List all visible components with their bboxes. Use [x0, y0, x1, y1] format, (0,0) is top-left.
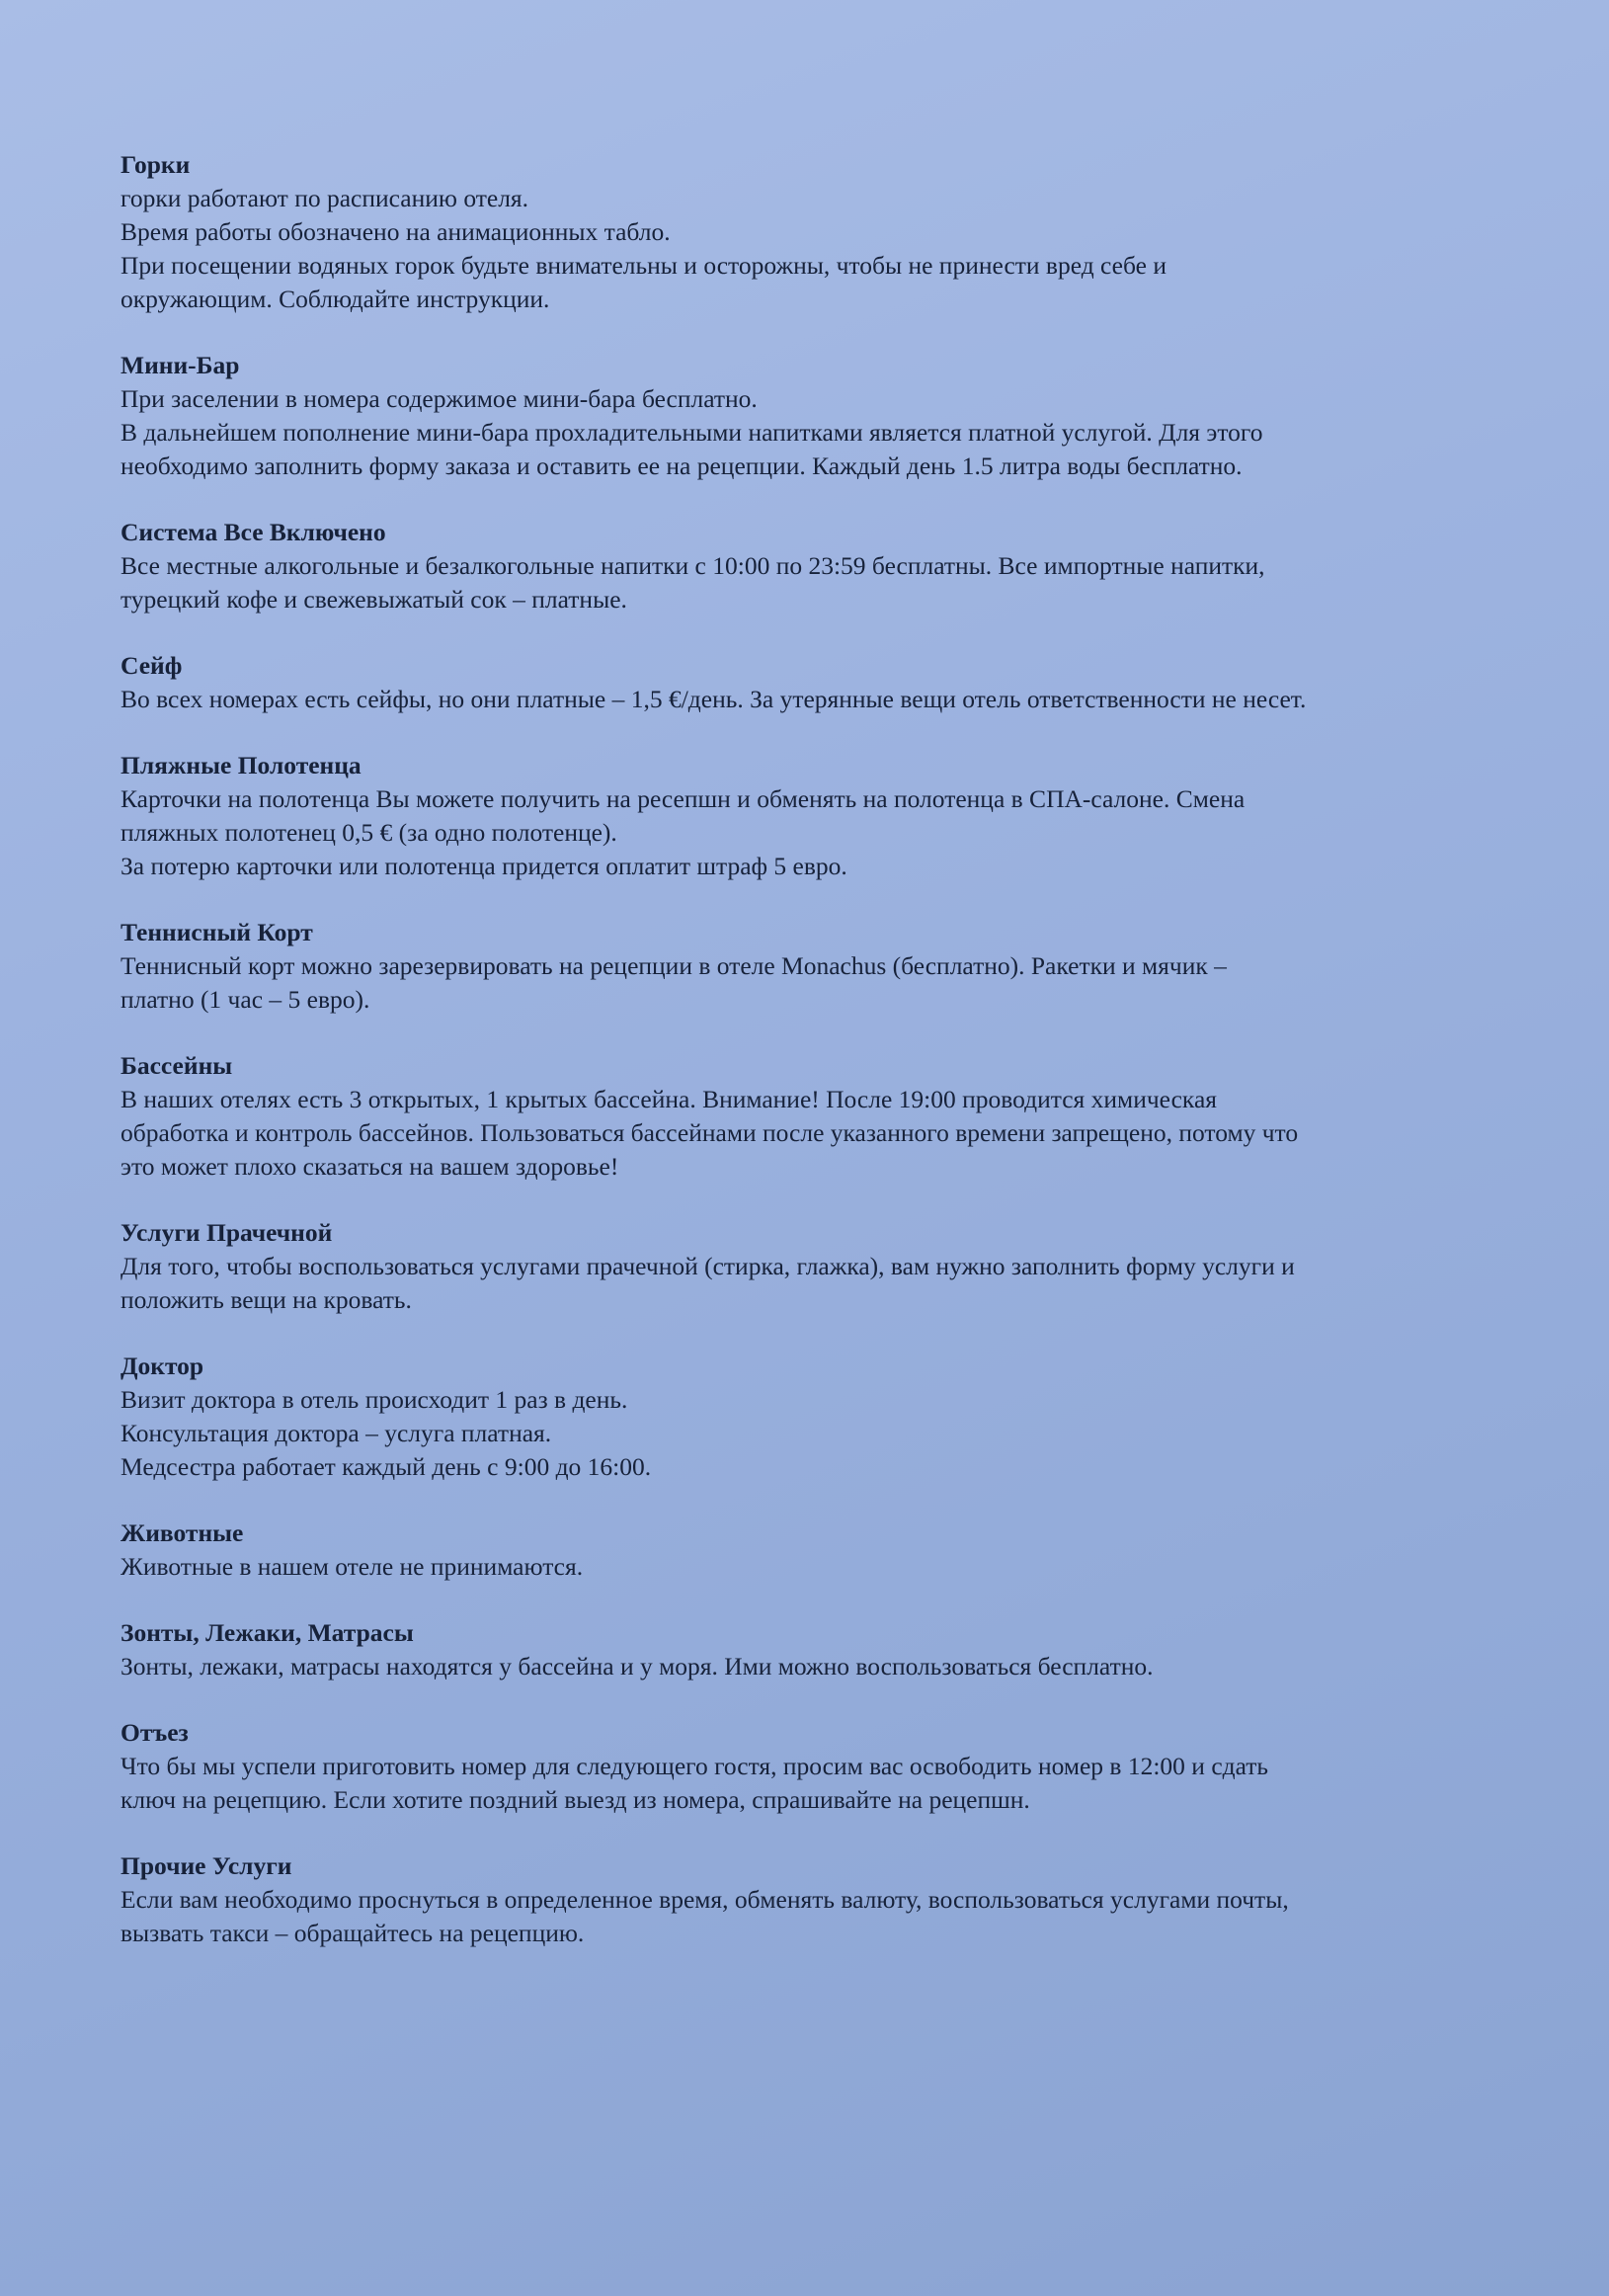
section-line: Зонты, лежаки, матрасы находятся у бассейна и у моря. Ими можно воспользоваться бесплатно.: [121, 1652, 1154, 1681]
section-slides: [121, 148, 1510, 316]
section-title: Сейф: [121, 651, 183, 680]
section-title: Животные: [121, 1518, 244, 1547]
section-title: Теннисный Корт: [121, 918, 313, 946]
section-line: Теннисный корт можно зарезервировать на рецепции в отеле Monachus (бесплатно). Ракетки и мячик –: [121, 951, 1227, 980]
section-line: Визит доктора в отель происходит 1 раз в день.: [121, 1385, 628, 1414]
section-title: Система Все Включено: [121, 518, 386, 546]
section-line: окружающим. Соблюдайте инструкции.: [121, 285, 550, 313]
section-line: За потерю карточки или полотенца придется оплатит штраф 5 евро.: [121, 852, 847, 880]
section-line: В наших отелях есть 3 открытых, 1 крытых бассейна. Внимание! После 19:00 проводится химическая: [121, 1085, 1217, 1113]
section-line: Во всех номерах есть сейфы, но они платные – 1,5 €/день. За утерянные вещи отель ответственности не несет.: [121, 685, 1307, 713]
section-line: Консультация доктора – услуга платная.: [121, 1419, 552, 1447]
section-laundry: [121, 1216, 1510, 1317]
section-title: Доктор: [121, 1352, 204, 1380]
section-line: Что бы мы успели приготовить номер для следующего гостя, просим вас освободить номер в 12:00 и сдать: [121, 1752, 1269, 1780]
section-line: горки работают по расписанию отеля.: [121, 184, 529, 212]
section-safe: [121, 649, 1510, 716]
section-title: Пляжные Полотенца: [121, 751, 362, 779]
section-line: вызвать такси – обращайтесь на рецепцию.: [121, 1919, 585, 1947]
section-title: Горки: [121, 150, 191, 179]
section-title: Услуги Прачечной: [121, 1218, 333, 1247]
section-line: При посещении водяных горок будьте внимательны и осторожны, чтобы не принести вред себе и: [121, 251, 1167, 280]
section-line: положить вещи на кровать.: [121, 1285, 412, 1314]
section-pools: [121, 1049, 1510, 1184]
section-line: При заселении в номера содержимое мини-бара бесплатно.: [121, 384, 758, 413]
section-title: Бассейны: [121, 1051, 233, 1080]
section-line: В дальнейшем пополнение мини-бара прохладительными напитками является платной услугой. Для этого: [121, 418, 1263, 447]
section-tennis-court: [121, 916, 1510, 1017]
section-minibar: [121, 349, 1510, 483]
section-animals: [121, 1517, 1510, 1584]
section-title: Зонты, Лежаки, Матрасы: [121, 1618, 414, 1647]
section-other-services: [121, 1849, 1510, 1950]
section-umbrellas: [121, 1616, 1510, 1683]
section-line: пляжных полотенец 0,5 € (за одно полотенце).: [121, 818, 617, 847]
section-line: Карточки на полотенца Вы можете получить на ресепшн и обменять на полотенца в СПА-салоне. Смена: [121, 784, 1246, 813]
section-title: Отъез: [121, 1718, 189, 1747]
section-line: Если вам необходимо проснуться в определенное время, обменять валюту, воспользоваться услугами почты,: [121, 1885, 1289, 1914]
section-title: Мини-Бар: [121, 351, 240, 379]
section-title: Прочие Услуги: [121, 1851, 292, 1880]
section-all-inclusive: [121, 516, 1510, 616]
section-doctor: [121, 1350, 1510, 1484]
section-line: ключ на рецепцию. Если хотите поздний выезд из номера, спрашивайте на рецепшн.: [121, 1785, 1030, 1814]
section-line: Время работы обозначено на анимационных табло.: [121, 217, 671, 246]
section-departure: [121, 1716, 1510, 1817]
section-line: турецкий кофе и свежевыжатый сок – платные.: [121, 585, 627, 614]
section-line: Все местные алкогольные и безалкогольные напитки с 10:00 по 23:59 бесплатны. Все импортные напитки,: [121, 551, 1265, 580]
section-line: обработка и контроль бассейнов. Пользоваться бассейнами после указанного времени запрещено, потому что: [121, 1118, 1299, 1147]
section-line: Медсестра работает каждый день с 9:00 до 16:00.: [121, 1452, 652, 1481]
section-beach-towels: [121, 749, 1510, 883]
section-line: Животные в нашем отеле не принимаются.: [121, 1552, 584, 1581]
section-line: Для того, чтобы воспользоваться услугами прачечной (стирка, глажка), вам нужно заполнить форму услуги и: [121, 1252, 1295, 1280]
section-line: платно (1 час – 5 евро).: [121, 985, 370, 1014]
section-line: это может плохо сказаться на вашем здоровье!: [121, 1152, 619, 1181]
section-line: необходимо заполнить форму заказа и оставить ее на рецепции. Каждый день 1.5 литра воды бесплатно.: [121, 451, 1243, 480]
